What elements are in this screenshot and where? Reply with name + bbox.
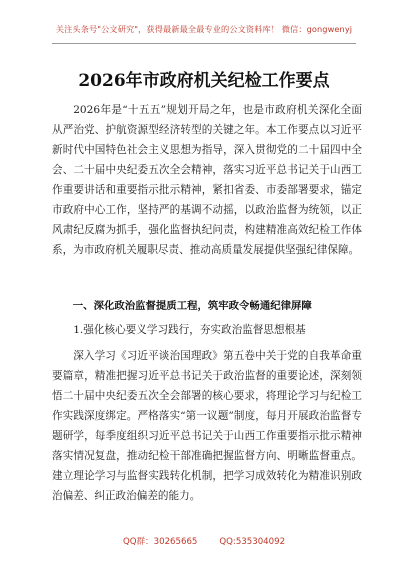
footer-qq: QQ:535304092 — [219, 537, 286, 547]
subsection-heading: 1.强化核心要义学习践行，夯实政治监督思想根基 — [73, 324, 306, 336]
header-divider — [52, 43, 356, 44]
document-title: 2026年市政府机关纪检工作要点 — [78, 71, 330, 91]
section-heading: 一、深化政治监督提质工程，筑牢政令畅通纪律屏障 — [72, 300, 312, 312]
intro-paragraph: 2026年是“十五五”规划开局之年，也是市政府机关深化全面从严治党、护航资源型经济转型的关键之年。本工作要点以习近平新时代中国特色社会主义思想为指导，深入贯彻党的二十届四中全会、二十届中央纪委五次全会精神，落实习近平总书记关于山西工作重要讲话和重要指示批示精神，紧扣省委、市委部署要求，锚定市政府中心工作，坚持严的基调不动摇，以政治监督为统领，以正风肃纪反腐为抓手，强化监督执纪问责，构建精准高效纪检工作体系，为市政府机关履职尽责、推动高质量发展提供坚强纪律保障。 — [52, 104, 362, 256]
footer-contact — [0, 535, 408, 547]
header-promo-note: 关注头条号"公文研究"，获得最新最全最专业的公文资料库！ 微信：gongwenyj — [55, 24, 353, 34]
footer-qq-group: QQ群：30265665 — [122, 537, 198, 547]
section-paragraph: 深入学习《习近平谈治国理政》第五卷中关于党的自我革命重要篇章，精准把握习近平总书记关于政治监督的重要论述，深刻领悟二十届中央纪委五次全会部署的核心要求，将理论学习与纪检工作实践深度绑定。严格落实“第一议题”制度，每月开展政治监督专题研学，每季度组织习近平总书记关于山西工作重要指示批示精神落实情况复盘，推动纪检干部准确把握监督方向、明晰监督重点。建立理论学习与监督实践转化机制，把学习成效转化为精准识别政治偏差、纠正政治偏差的能力。 — [52, 350, 362, 502]
